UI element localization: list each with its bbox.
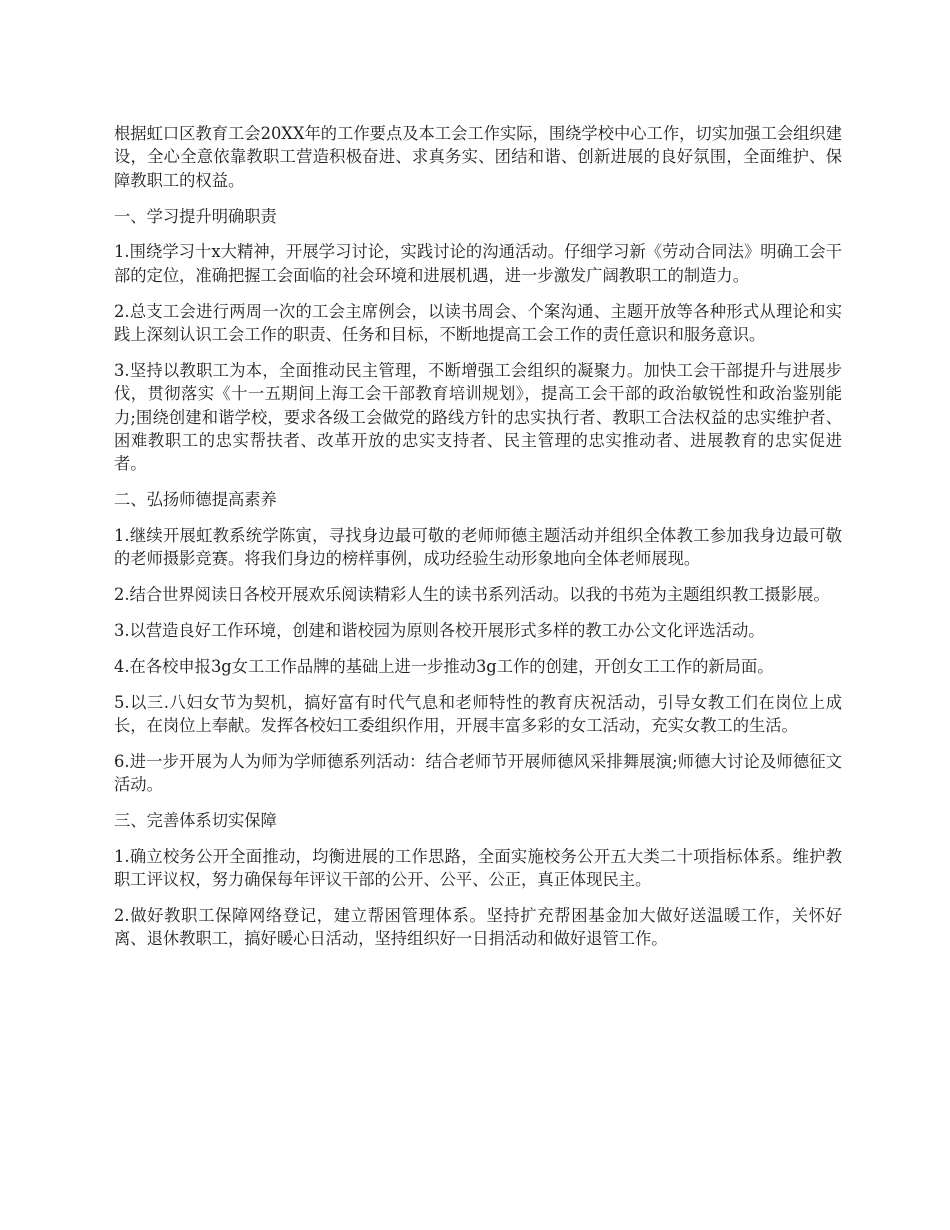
- section-item: 1.围绕学习十x大精神，开展学习讨论，实践讨论的沟通活动。仔细学习新《劳动合同法》明确工会干部的定位，准确把握工会面临的社会环境和进展机遇，进一步激发广阔教职工的制造力。: [114, 242, 842, 285]
- document-body: [114, 122, 842, 963]
- section-item: 5.以三.八妇女节为契机，搞好富有时代气息和老师特性的教育庆祝活动，引导女教工们在岗位上成长，在岗位上奉献。发挥各校妇工委组织作用，开展丰富多彩的女工活动，充实女教工的生活。: [114, 692, 842, 736]
- section-heading: 三、完善体系切实保障: [114, 811, 277, 831]
- section-item: 1.继续开展虹教系统学陈寅，寻找身边最可敬的老师师德主题活动并组织全体教工参加我身边最可敬的老师摄影竞赛。将我们身边的榜样事例，成功经验生动形象地向全体老师展现。: [114, 526, 842, 569]
- section-item: 3.以营造良好工作环境，创建和谐校园为原则各校开展形式多样的教工办公文化评选活动。: [114, 621, 765, 641]
- section-item: 1.确立校务公开全面推动，均衡进展的工作思路，全面实施校务公开五大类二十项指标体系。维护教职工评议权，努力确保每年评议干部的公开、公平、公正，真正体现民主。: [114, 846, 842, 890]
- section-item: 3.坚持以教职工为本，全面推动民主管理，不断增强工会组织的凝聚力。加快工会干部提升与进展步伐，贯彻落实《十一五期间上海工会干部教育培训规划》，提高工会干部的政治敏锐性和政治鉴别能力;围绕创建和谐学校，要求各级工会做党的路线方针的忠实执行者、教职工合法权益的忠实维护者、困难教职工的忠实帮扶者、改革开放的忠实支持者、民主管理的忠实推动者、进展教育的忠实促进者。: [114, 360, 842, 474]
- section-item: 2.结合世界阅读日各校开展欢乐阅读精彩人生的读书系列活动。以我的书苑为主题组织教工摄影展。: [114, 585, 830, 605]
- section-heading: 二、弘扬师德提高素养: [114, 490, 277, 510]
- section-heading: 一、学习提升明确职责: [114, 206, 277, 226]
- intro-paragraph: 根据虹口区教育工会20XX年的工作要点及本工会工作实际，围绕学校中心工作，切实加强工会组织建设，全心全意依靠教职工营造积极奋进、求真务实、团结和谐、创新进展的良好氛围，全面维护、保障教职工的权益。: [114, 124, 842, 190]
- section-item: 4.在各校申报3g女工工作品牌的基础上进一步推动3g工作的创建，开创女工工作的新局面。: [114, 656, 774, 676]
- section-item: 6.进一步开展为人为师为学师德系列活动：结合老师节开展师德风采排舞展演;师德大讨论及师德征文活动。: [114, 751, 842, 795]
- section-item: 2.做好教职工保障网络登记，建立帮困管理体系。坚持扩充帮困基金加大做好送温暖工作，关怀好离、退休教职工，搞好暖心日活动，坚持组织好一日捐活动和做好退管工作。: [114, 906, 842, 949]
- section-item: 2.总支工会进行两周一次的工会主席例会，以读书周会、个案沟通、主题开放等各种形式从理论和实践上深刻认识工会工作的职责、任务和目标，不断地提高工会工作的责任意识和服务意识。: [114, 301, 842, 345]
